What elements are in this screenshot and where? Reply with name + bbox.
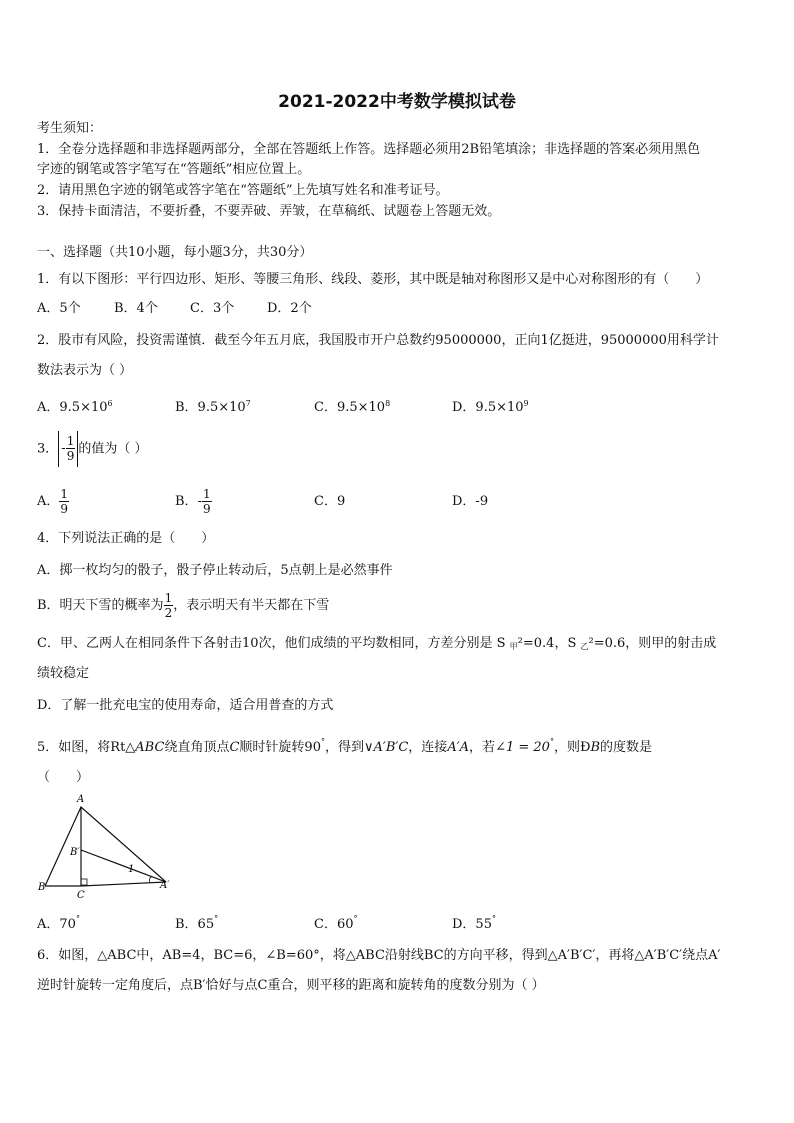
label-b-prime: B′ bbox=[70, 847, 80, 858]
q2-option-d: D．$9.5\times 10^9$ bbox=[452, 399, 529, 415]
q6-stem-1: 6．如图，△ABC中，AB=4，BC=6，∠B=60°，将△ABC沿射线BC的方向平移，得到△A′B′C′，再将△A′B′C′绕点A′ bbox=[37, 948, 721, 963]
label-b: B bbox=[38, 882, 46, 893]
q4-option-a: A．掷一枚均匀的骰子，骰子停止转动后，5点朝上是必然事件 bbox=[37, 563, 393, 578]
label-c: C bbox=[77, 890, 85, 900]
notice-item-1a: 1．全卷分选择题和非选择题两部分，全部在答题纸上作答。选择题必须用2B铅笔填涂；非选择题的答案必须用黑色 bbox=[37, 142, 701, 157]
q5-stem: 5．如图，将Rt△ABC绕直角顶点C顺时针旋转90°，得到∨A′B′C，连接A′A，若∠1 = 20°，则ÐB的度数是 bbox=[37, 737, 653, 755]
q2-stem-2: 数法表示为（ ） bbox=[37, 363, 133, 378]
q3-option-b: B．- $\frac{1}{9}$ bbox=[175, 487, 211, 516]
label-a: A bbox=[77, 794, 85, 805]
notice-item-2: 2．请用黑色字迹的钢笔或答字笔在“答题纸”上先填写姓名和准考证号。 bbox=[37, 183, 449, 198]
q4-option-b: B．明天下雪的概率为 $\frac{1}{2}$ ，表示明天有半天都在下雪 bbox=[37, 591, 330, 620]
q1-option-b: B．4个 bbox=[114, 301, 158, 316]
q1-option-c: C．3个 bbox=[190, 301, 235, 316]
right-angle-mark bbox=[81, 879, 87, 885]
label-angle-1: 1 bbox=[128, 864, 135, 875]
q2-option-b: B．$9.5\times 10^7$ bbox=[175, 399, 251, 415]
q1-stem: 1．有以下图形：平行四边形、矩形、等腰三角形、线段、菱形，其中既是轴对称图形又是中心对称图形的有（ ） bbox=[37, 272, 709, 287]
q1-option-d: D．2个 bbox=[267, 301, 312, 316]
page-title: 2021-2022中考数学模拟试卷 bbox=[278, 92, 516, 112]
q3-stem: 3． - $\frac{1}{9}$ 的值为（ ） bbox=[37, 431, 147, 468]
notice-item-1b: 字迹的钢笔或答字笔写在“答题纸”相应位置上。 bbox=[37, 162, 311, 177]
q2-stem-1: 2．股市有风险，投资需谨慎．截至今年五月底，我国股市开户总数约95000000，正向1亿挺进，95000000用科学计 bbox=[37, 333, 719, 348]
q5-option-b: B．65° bbox=[175, 914, 219, 932]
q5-stem-cont: （ ） bbox=[37, 770, 90, 785]
q2-option-c: C．$9.5\times 10^8$ bbox=[314, 399, 391, 415]
q6-stem-2: 逆时针旋转一定角度后，点B′恰好与点C重合，则平移的距离和旋转角的度数分别为（ ） bbox=[37, 978, 545, 993]
q1-option-a: A．5个 bbox=[37, 301, 81, 316]
segment-bpap bbox=[81, 850, 166, 882]
q5-option-c: C．60° bbox=[314, 914, 358, 932]
q4-option-c: C．甲、乙两人在相同条件下各射击10次，他们成绩的平均数相同，方差分别是 S $_甲$²=0.4，S $_乙$²=0.6，则甲的射击成 bbox=[37, 636, 717, 651]
q4-option-d: D．了解一批充电宝的使用寿命，适合用普查的方式 bbox=[37, 698, 334, 713]
segment-cap bbox=[81, 882, 166, 886]
q5-option-d: D．55° bbox=[452, 914, 496, 932]
q2-option-a: A．$9.5\times 10^6$ bbox=[37, 399, 113, 415]
q3-option-c: C．9 bbox=[314, 494, 346, 509]
q3-option-d: D．-9 bbox=[452, 494, 489, 509]
section-heading: 一、选择题（共10小题，每小题3分，共30分） bbox=[37, 245, 313, 260]
q4-option-c-cont: 绩较稳定 bbox=[37, 666, 90, 681]
notice-heading: 考生须知： bbox=[37, 121, 103, 136]
label-a-prime: A′ bbox=[160, 880, 170, 891]
notice-item-3: 3．保持卡面清洁，不要折叠，不要弄破、弄皱，在草稿纸、试题卷上答题无效。 bbox=[37, 204, 501, 219]
abs-value-expression: - $\frac{1}{9}$ bbox=[58, 431, 78, 467]
q5-figure bbox=[36, 790, 176, 900]
q4-stem: 4．下列说法正确的是（ ） bbox=[37, 531, 215, 546]
q5-option-a: A．70° bbox=[37, 914, 80, 932]
triangle-outline bbox=[45, 807, 166, 886]
q3-option-a: A． $\frac{1}{9}$ bbox=[37, 487, 69, 516]
